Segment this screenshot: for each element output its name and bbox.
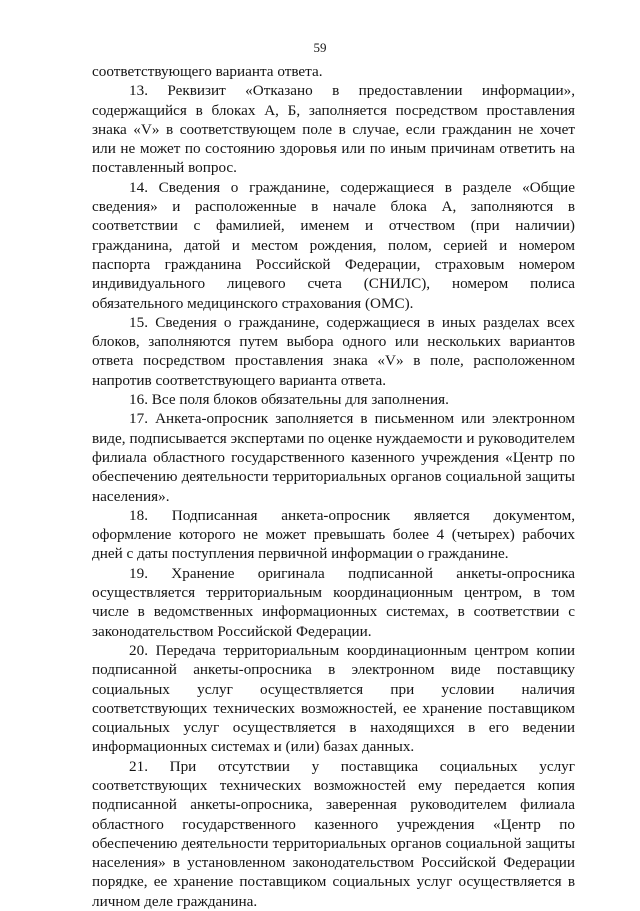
document-body xyxy=(92,62,575,911)
paragraph-16: 16. Все поля блоков обязательны для заполнения. xyxy=(129,391,449,409)
paragraph-21: 21. При отсутствии у поставщика социальных услуг соответствующих технических возможностей ему передается копия подписанной анкеты-опросника, заверенная руководителем филиала областного государственного казенного учреждения «Центр по обеспечению деятельности территориальных органов социальной защиты населения» в установленном законодательством Российской Федерации порядке, ее хранение поставщиком социальных услуг осуществляется в личном деле гражданина. xyxy=(92,757,575,910)
paragraph-18: 18. Подписанная анкета-опросник является документом, оформление которого не может превышать более 4 (четырех) рабочих дней с даты поступления первичной информации о гражданине. xyxy=(92,506,575,563)
paragraph-13: 13. Реквизит «Отказано в предоставлении информации», содержащийся в блоках А, Б, заполняется посредством проставления знака «V» в соответствующем поле в случае, если гражданин не хочет или не может по состоянию здоровья или по иным причинам ответить на поставленный вопрос. xyxy=(92,82,575,177)
paragraph-17: 17. Анкета-опросник заполняется в письменном или электронном виде, подписывается экспертами по оценке нуждаемости и руководителем филиала областного государственного казенного учреждения «Центр по обеспечению деятельности территориальных органов социальной защиты населения». xyxy=(92,410,575,505)
page-number: 59 xyxy=(313,40,327,55)
paragraph-20: 20. Передача территориальным координационным центром копии подписанной анкеты-опросника в электронном виде поставщику социальных услуг осуществляется при условии наличия соответствующих технических возможностей, ее хранение поставщиком социальных услуг осуществляется в находящихся в его ведении информационных системах и (или) базах данных. xyxy=(92,641,575,756)
paragraph-19: 19. Хранение оригинала подписанной анкеты-опросника осуществляется территориальным координационным центром, в том числе в ведомственных информационных системах, в соответствии с законодательством Российской Федерации. xyxy=(92,564,575,640)
paragraph-14: 14. Сведения о гражданине, содержащиеся в разделе «Общие сведения» и расположенные в начале блока А, заполняются в соответствии с фамилией, именем и отчеством (при наличии) гражданина, датой и местом рождения, полом, серией и номером паспорта гражданина Российской Федерации, страховым номером индивидуального лицевого счета (СНИЛС), номером полиса обязательного медицинского страхования (ОМС). xyxy=(92,178,575,312)
paragraph-15: 15. Сведения о гражданине, содержащиеся в иных разделах всех блоков, заполняются путем выбора одного или нескольких вариантов ответа посредством проставления знака «V» в поле, расположенном напротив соответствующего варианта ответа. xyxy=(92,313,575,389)
paragraph-continuation: соответствующего варианта ответа. xyxy=(92,63,323,80)
